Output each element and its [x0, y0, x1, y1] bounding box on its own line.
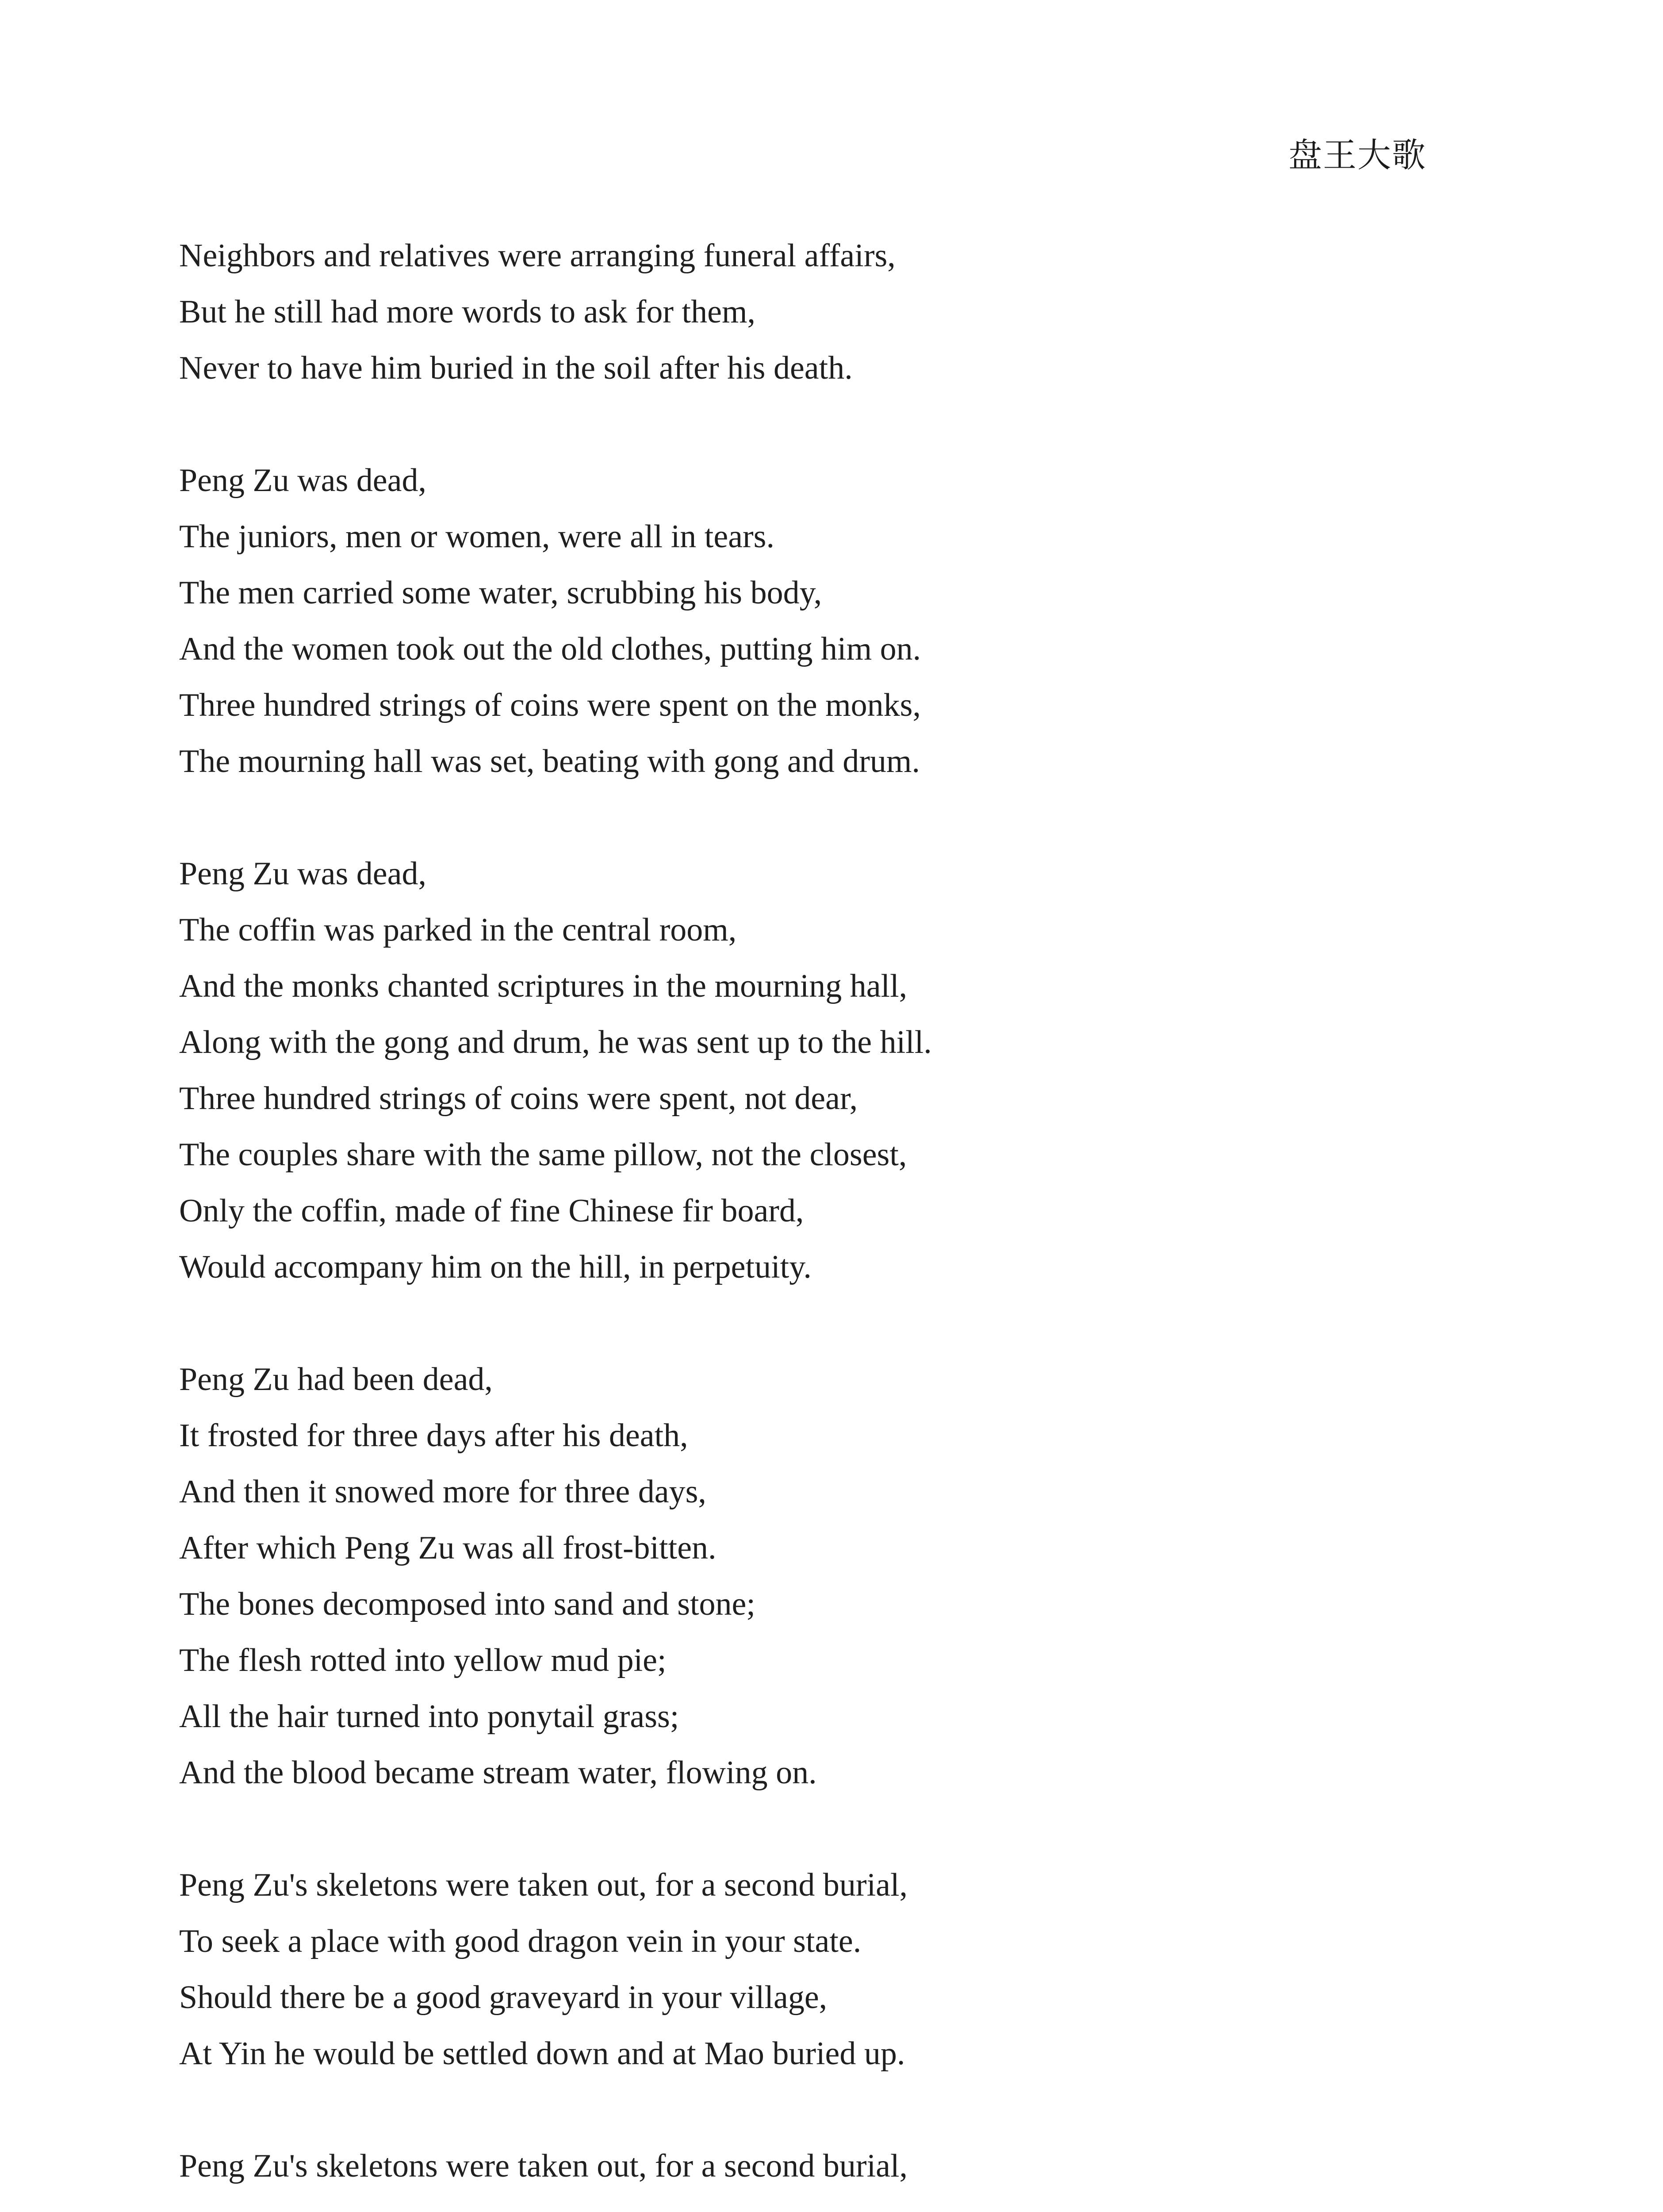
stanza [179, 2138, 1329, 2194]
poem-line: Never to have him buried in the soil after his death. [179, 350, 853, 386]
poem-line: After which Peng Zu was all frost-bitten. [179, 1530, 717, 1566]
stanza [179, 846, 1329, 1295]
poem-line: Should there be a good graveyard in your village, [179, 1979, 828, 2016]
stanza [179, 228, 1329, 396]
poem-line: Along with the gong and drum, he was sent up to the hill. [179, 1024, 932, 1060]
poem-line: Peng Zu's skeletons were taken out, for a second burial, [179, 1867, 908, 1903]
poem-line: And the blood became stream water, flowing on. [179, 1755, 817, 1791]
poem-line: Three hundred strings of coins were spent, not dear, [179, 1080, 858, 1117]
poem-line: The flesh rotted into yellow mud pie; [179, 1642, 667, 1678]
running-header: 盘王大歌 [1288, 135, 1426, 175]
poem-line: And the women took out the old clothes, putting him on. [179, 631, 921, 667]
poem-line: The juniors, men or women, were all in tears. [179, 518, 774, 555]
poem-line: It frosted for three days after his death, [179, 1417, 688, 1454]
stanza [179, 453, 1329, 790]
poem-line: Only the coffin, made of fine Chinese fir board, [179, 1193, 804, 1229]
poem-line: Three hundred strings of coins were spent on the monks, [179, 687, 921, 723]
poem-line: The bones decomposed into sand and stone; [179, 1586, 755, 1622]
poem-line: All the hair turned into ponytail grass; [179, 1698, 679, 1735]
stanza [179, 1352, 1329, 1801]
poem-line: The coffin was parked in the central room, [179, 912, 737, 948]
poem-line: The mourning hall was set, beating with gong and drum. [179, 743, 920, 780]
poem-line: To seek a place with good dragon vein in your state. [179, 1923, 862, 1959]
poem-line: Peng Zu was dead, [179, 856, 426, 892]
poem-line: The men carried some water, scrubbing his body, [179, 575, 822, 611]
poem-line: At Yin he would be settled down and at Mao buried up. [179, 2035, 905, 2072]
poem-line: But he still had more words to ask for them, [179, 294, 756, 330]
poem-line: And then it snowed more for three days, [179, 1474, 706, 1510]
poem-line: Peng Zu was dead, [179, 462, 426, 499]
poem-line: Neighbors and relatives were arranging funeral affairs, [179, 238, 896, 274]
stanza [179, 1857, 1329, 2082]
poem-line: The couples share with the same pillow, not the closest, [179, 1137, 907, 1173]
poem-line: Peng Zu had been dead, [179, 1361, 493, 1398]
poem-line: And the monks chanted scriptures in the mourning hall, [179, 968, 908, 1004]
poem-line: Peng Zu's skeletons were taken out, for a second burial, [179, 2148, 908, 2184]
poem-body [179, 228, 1329, 2212]
poem-line: Would accompany him on the hill, in perpetuity. [179, 1249, 812, 1285]
